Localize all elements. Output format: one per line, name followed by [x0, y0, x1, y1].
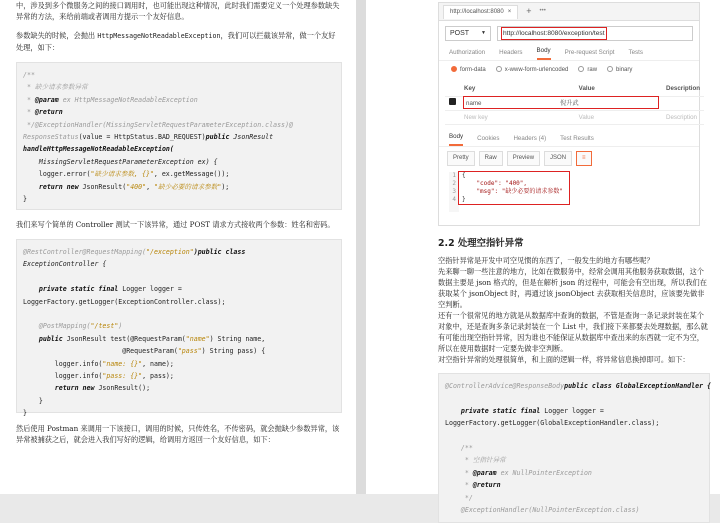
- postman-tab-bar: [439, 3, 699, 21]
- code-token: @param: [472, 468, 497, 477]
- code-token: ,: [146, 182, 155, 191]
- code-block-3: [438, 373, 710, 523]
- request-tabs: [439, 45, 699, 61]
- code-token: *: [445, 468, 473, 477]
- table-row-new: [445, 110, 704, 124]
- code-token: @return: [34, 108, 63, 117]
- code-token: JsonResult test(@RequestParam(: [62, 334, 186, 343]
- tab-body[interactable]: Body: [537, 45, 551, 60]
- code-token: return new: [23, 384, 95, 393]
- tab-cookies[interactable]: Cookies: [477, 134, 500, 142]
- tab-tests[interactable]: Tests: [628, 49, 643, 56]
- row-key[interactable]: name: [466, 100, 482, 107]
- response-body: [449, 172, 689, 212]
- code-token: GlobalExceptionHandler {: [611, 382, 711, 390]
- code-token: "/test": [90, 322, 119, 331]
- add-tab-icon[interactable]: +: [526, 6, 532, 16]
- para1-post: ，我们可以拦截该异常，做一个友好处理，如下：: [16, 31, 336, 52]
- code-token: );: [221, 182, 230, 191]
- code-line: *: [23, 108, 35, 117]
- code-token: , ex.getMessage());: [153, 170, 230, 179]
- table-header-description: Description: [662, 82, 704, 96]
- row-value[interactable]: 倪升武: [560, 100, 579, 107]
- close-icon[interactable]: ×: [507, 8, 512, 15]
- radio-label: x-www-form-urlencoded: [504, 67, 569, 73]
- json-line: {: [462, 171, 466, 179]
- postman-screenshot: [438, 2, 700, 226]
- para1-pre: 参数缺失的时候，会抛出: [16, 31, 98, 40]
- code-token: ex NullPointerException: [496, 468, 592, 477]
- left-page: [0, 0, 356, 494]
- code-line: LoggerFactory.getLogger(GlobalExceptionHandler.class);: [445, 419, 660, 428]
- right-paragraph-1: 空指针异常是开发中司空见惯的东西了，一般发生的地方有哪些呢？: [438, 256, 654, 265]
- tab-response-headers[interactable]: Headers (4): [513, 134, 547, 142]
- code-token: logger.info(: [23, 372, 103, 381]
- page-divider: [356, 0, 366, 494]
- url-row: [439, 21, 699, 45]
- code-line: * 缺少请求参数异常: [23, 83, 88, 92]
- check-icon: [449, 98, 456, 105]
- code-token: @RequestParam(: [23, 347, 178, 356]
- row-description[interactable]: [662, 96, 704, 110]
- code-token: , pass);: [142, 372, 174, 381]
- right-paragraph-4: 对空指针异常的处理很简单，和上面的逻辑一样，将异常信息换掉即可。如下：: [438, 355, 690, 364]
- code-token: private static final: [23, 285, 119, 294]
- radio-label: binary: [616, 67, 633, 73]
- tab-test-results[interactable]: Test Results: [560, 134, 594, 142]
- code-line: /**: [445, 444, 473, 453]
- row-checkbox[interactable]: [445, 96, 460, 110]
- code-line: LoggerFactory.getLogger(ExceptionController.class);: [23, 297, 226, 306]
- method-select[interactable]: [445, 26, 491, 41]
- wrap-icon[interactable]: ≡: [576, 151, 592, 166]
- code-line: handleHttpMessageNotReadableException(: [23, 145, 174, 154]
- code-token: public class: [564, 382, 612, 390]
- right-paragraph-3: 还有一个很常见的地方就是从数据库中查询的数据，不管是查询一条记录封装在某个对象中，还是查询多条记录封装在一个 List 中，我们接下来都要去处理数据，那么就有可能出现空指针异常，因为谁也不能保证从数据库中查出来的东西就一定不为空，所以在使用数据时一定要先做非空判断。: [438, 311, 708, 353]
- code-line: /**: [23, 71, 35, 79]
- code-token: "pass": [177, 347, 202, 356]
- radio-urlencoded[interactable]: [496, 65, 569, 76]
- paragraph-3: 然后使用 Postman 来调用一下该接口，调用的时候，只传姓名，不传密码，就会抛缺少参数异常，该异常被捕获之后，就会进入我们写好的逻辑，给调用方返回一个友好信息，如下：: [16, 424, 340, 444]
- format-bar: [439, 147, 699, 170]
- code-token: "name: {}": [102, 359, 143, 368]
- code-token: "/exception": [146, 248, 194, 256]
- right-page: [366, 0, 720, 515]
- line-number: 2: [452, 179, 456, 187]
- code-token: ResponseStatus: [23, 133, 79, 142]
- right-paragraph-2: 先来聊一聊一些注意的地方，比如在微服务中，经常会调用其他服务获取数据，这个数据主要是 json 格式的，但是在解析 json 的过程中，可能会有空出现，所以我们在获取某个 jsonObject 时，再通过该 jsonObject 去获取相关信息时，应该要先做非空判断。: [438, 267, 707, 309]
- response-json: [459, 172, 569, 204]
- code-token: "缺少必要的请求参数": [154, 182, 222, 191]
- code-block-2: [16, 239, 342, 418]
- code-token: Logger logger =: [540, 406, 604, 415]
- method-label: POST: [450, 29, 470, 37]
- response-tabs: [439, 131, 699, 147]
- code-token: )public class: [193, 248, 246, 256]
- code-line: */: [445, 493, 473, 502]
- request-tab-label: http://localhost:8080: [450, 8, 504, 15]
- code-token: @param: [34, 95, 59, 104]
- chevron-down-icon: ▼: [481, 29, 486, 36]
- tab-authorization[interactable]: Authorization: [449, 49, 486, 56]
- url-input[interactable]: [497, 26, 693, 41]
- code-line: }: [23, 195, 27, 204]
- code-token: @ControllerAdvice@ResponseBody: [445, 382, 565, 390]
- request-tab[interactable]: [443, 5, 518, 19]
- radio-form-data[interactable]: [451, 65, 486, 76]
- table-header-key: Key: [460, 82, 575, 96]
- code-token: (value = HttpStatus.BAD_REQUEST): [78, 133, 206, 142]
- line-number: 4: [452, 195, 456, 203]
- json-line: "msg": "缺少必要的请求参数": [462, 187, 563, 195]
- radio-label: form-data: [460, 67, 486, 73]
- new-value-input[interactable]: Value: [575, 110, 662, 124]
- code-line: @ExceptionHandler(NullPointerException.class): [445, 506, 640, 515]
- code-line: }: [23, 409, 27, 418]
- code-token: JsonResult: [229, 133, 274, 142]
- line-number: 3: [452, 187, 456, 195]
- table-row: [445, 96, 704, 110]
- code-token: return new: [23, 182, 79, 191]
- code-token: *: [445, 481, 473, 490]
- code-line: */@ExceptionHandler(MissingServletRequestParameterException.class)@: [23, 120, 293, 129]
- code-token: @PostMapping(: [23, 322, 91, 331]
- radio-label: raw: [587, 67, 598, 73]
- json-select[interactable]: JSON: [544, 151, 572, 166]
- new-key-input[interactable]: New key: [460, 110, 575, 124]
- tab-pre-request-script[interactable]: Pre-request Script: [564, 49, 615, 56]
- code-token: public: [23, 334, 63, 343]
- paragraph-1: [16, 30, 342, 53]
- highlight-box: [464, 97, 658, 108]
- code-token: JsonResult(: [78, 182, 127, 191]
- code-token: ) String pass) {: [201, 347, 266, 356]
- json-line: "code": "400",: [462, 179, 528, 187]
- radio-binary[interactable]: [607, 65, 632, 76]
- intro-paragraph: 中，涉及到多个微服务之间的接口调用时，也可能出现这种情况，此时我们需要定义一个处理参数缺失异常的方法，来给前端或者调用方提示一个友好信息。: [16, 1, 340, 21]
- body-type-radios: [439, 61, 699, 80]
- line-numbers: [449, 172, 459, 212]
- new-description-input[interactable]: Description: [662, 110, 704, 124]
- more-icon[interactable]: •••: [539, 8, 546, 14]
- radio-raw[interactable]: [578, 65, 597, 76]
- code-token: ): [118, 322, 123, 331]
- code-token: ) String name,: [209, 334, 266, 343]
- code-token: logger.error(: [23, 170, 91, 179]
- code-token: "缺少请求参数, {}": [90, 170, 154, 179]
- tab-headers[interactable]: Headers: [499, 49, 523, 56]
- paragraph-2: 我们来写个简单的 Controller 测试一下该异常，通过 POST 请求方式接收两个参数：姓名和密码。: [16, 220, 335, 229]
- tab-response-body[interactable]: Body: [449, 131, 463, 146]
- code-line: *: [23, 95, 35, 104]
- code-token: ex HttpMessageNotReadableException: [58, 95, 198, 104]
- code-token: "name": [185, 334, 210, 343]
- table-header-value: Value: [575, 82, 662, 96]
- code-line: * 空指针异常: [445, 456, 506, 465]
- code-token: "400": [126, 182, 147, 191]
- url-value: http://localhost:8080/exception/test: [503, 29, 605, 37]
- params-table: [445, 82, 704, 125]
- code-token: @RestController@RequestMapping(: [23, 248, 147, 256]
- code-token: , name);: [142, 359, 174, 368]
- code-block-1: [16, 62, 342, 210]
- table-header-check: [445, 82, 460, 96]
- pretty-button[interactable]: Pretty: [447, 151, 475, 166]
- para1-code: HttpMessageNotReadableException: [97, 32, 221, 40]
- preview-button[interactable]: Preview: [507, 151, 540, 166]
- raw-button[interactable]: Raw: [479, 151, 503, 166]
- json-line: }: [462, 195, 466, 203]
- code-line: MissingServletRequestParameterException ex) {: [23, 157, 218, 166]
- code-line: ExceptionController {: [23, 260, 107, 269]
- code-token: Logger logger =: [118, 285, 182, 294]
- section-heading: 2.2 处理空指针异常: [438, 238, 524, 249]
- row-key-value: [460, 96, 662, 110]
- line-number: 1: [452, 171, 456, 179]
- code-token: JsonResult();: [94, 384, 151, 393]
- code-line: }: [23, 396, 43, 405]
- code-token: public: [205, 133, 230, 142]
- code-token: "pass: {}": [102, 372, 143, 381]
- code-token: private static final: [445, 406, 541, 415]
- code-token: @return: [472, 481, 501, 490]
- code-token: logger.info(: [23, 359, 103, 368]
